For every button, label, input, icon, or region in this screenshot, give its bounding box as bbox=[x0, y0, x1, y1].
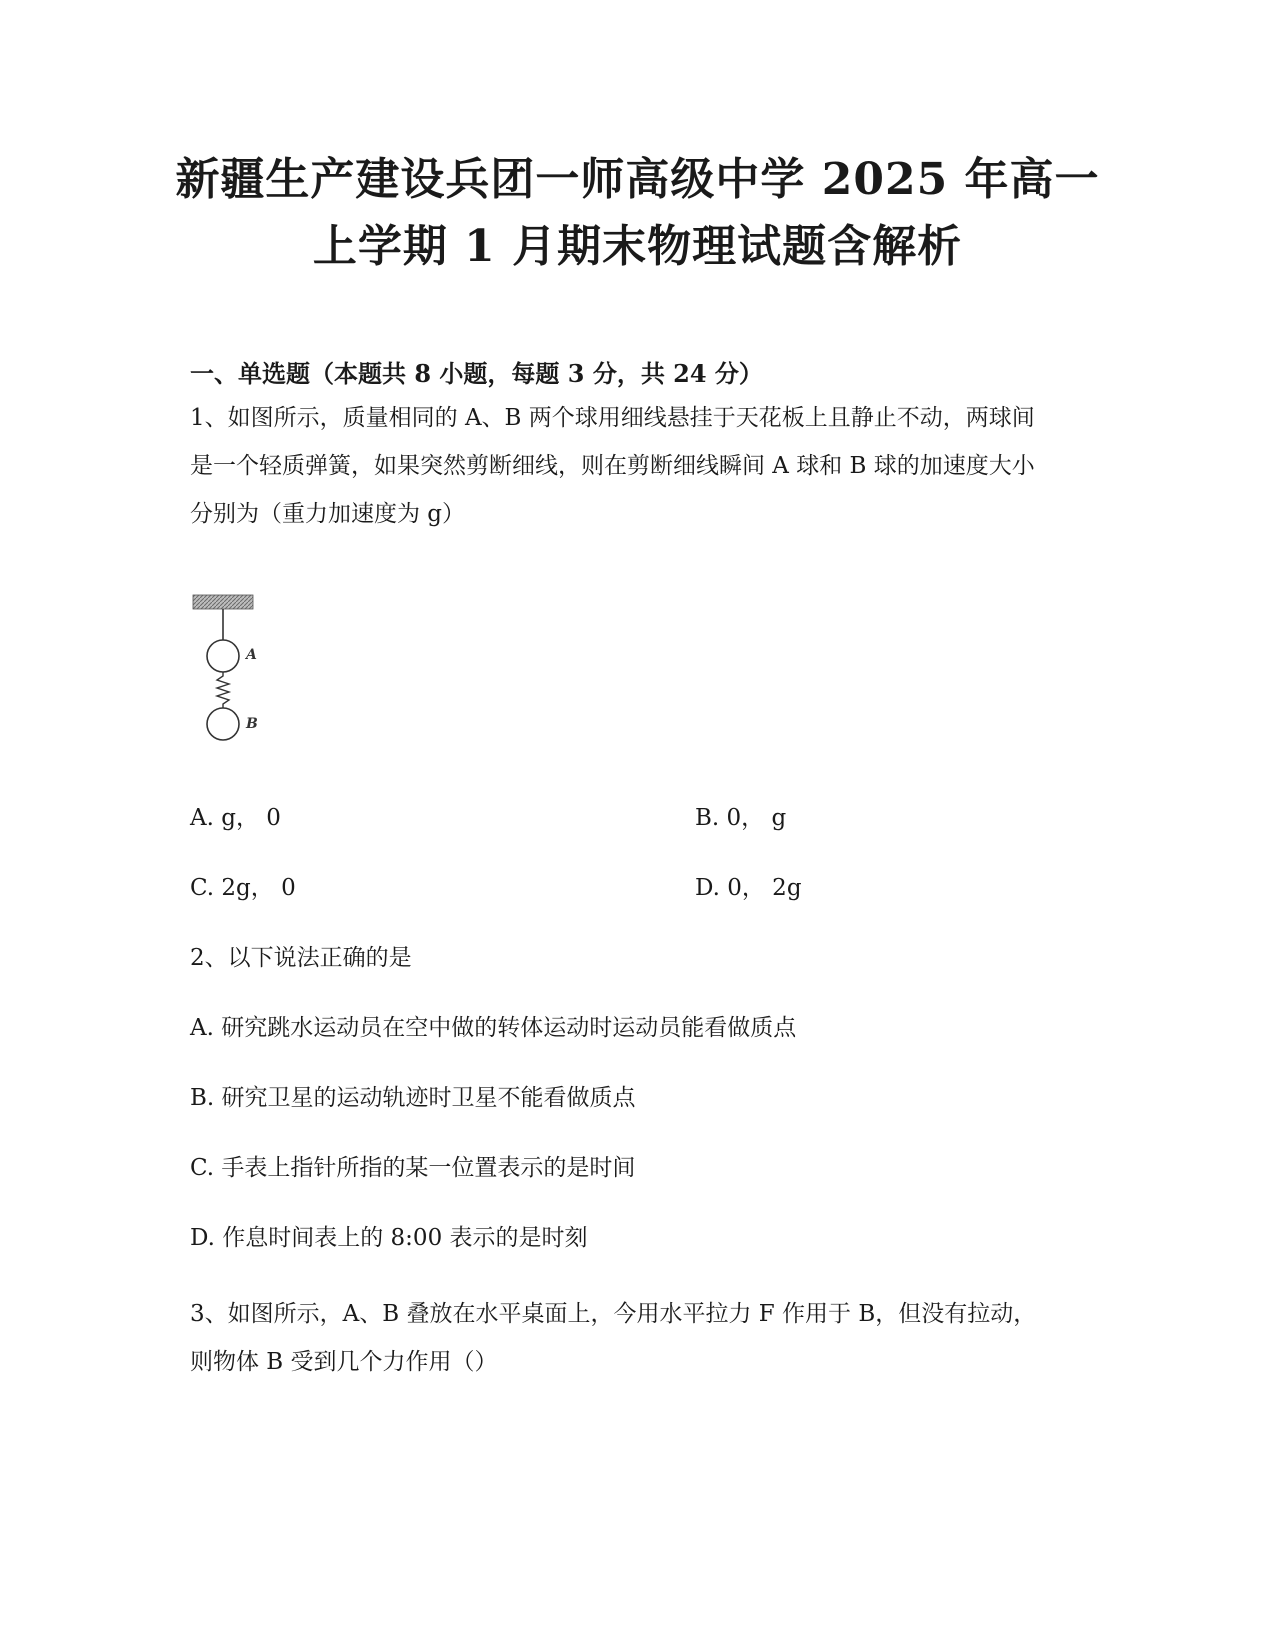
question-1-option-d: D. 0， 2g bbox=[695, 875, 802, 901]
ball-a-icon bbox=[207, 640, 239, 672]
question-3-stem-line-2: 则物体 B 受到几个力作用（） bbox=[190, 1349, 498, 1375]
document-title-line-1: 新疆生产建设兵团一师高级中学 2025 年高一 bbox=[175, 154, 1100, 205]
ceiling-icon bbox=[193, 595, 253, 609]
question-2-option-c: C. 手表上指针所指的某一位置表示的是时间 bbox=[190, 1155, 636, 1181]
spring-icon bbox=[217, 672, 229, 708]
question-1-option-c: C. 2g， 0 bbox=[190, 875, 296, 901]
spring-balls-figure bbox=[188, 590, 278, 770]
section-heading: 一、单选题（本题共 8 小题，每题 3 分，共 24 分） bbox=[190, 359, 763, 388]
question-1-option-a: A. g， 0 bbox=[190, 805, 281, 831]
question-2-option-d: D. 作息时间表上的 8:00 表示的是时刻 bbox=[190, 1225, 588, 1251]
question-1-stem-line-2: 是一个轻质弹簧，如果突然剪断细线，则在剪断细线瞬间 A 球和 B 球的加速度大小 bbox=[190, 453, 1035, 479]
ball-b-icon bbox=[207, 708, 239, 740]
question-2-option-b: B. 研究卫星的运动轨迹时卫星不能看做质点 bbox=[190, 1085, 636, 1111]
question-1-option-b: B. 0， g bbox=[695, 805, 787, 831]
question-1-stem-line-3: 分别为（重力加速度为 g） bbox=[190, 501, 466, 527]
question-2-option-a: A. 研究跳水运动员在空中做的转体运动时运动员能看做质点 bbox=[190, 1015, 797, 1041]
figure-label-a: A bbox=[246, 647, 257, 663]
question-3-stem-line-1: 3、如图所示，A、B 叠放在水平桌面上，今用水平拉力 F 作用于 B，但没有拉动， bbox=[190, 1301, 1037, 1327]
question-1-stem-line-1: 1、如图所示，质量相同的 A、B 两个球用细线悬挂于天花板上且静止不动，两球间 bbox=[190, 405, 1035, 431]
figure-label-b: B bbox=[246, 716, 258, 732]
document-title-line-2: 上学期 1 月期末物理试题含解析 bbox=[312, 221, 963, 272]
question-2-stem: 2、以下说法正确的是 bbox=[190, 945, 412, 971]
